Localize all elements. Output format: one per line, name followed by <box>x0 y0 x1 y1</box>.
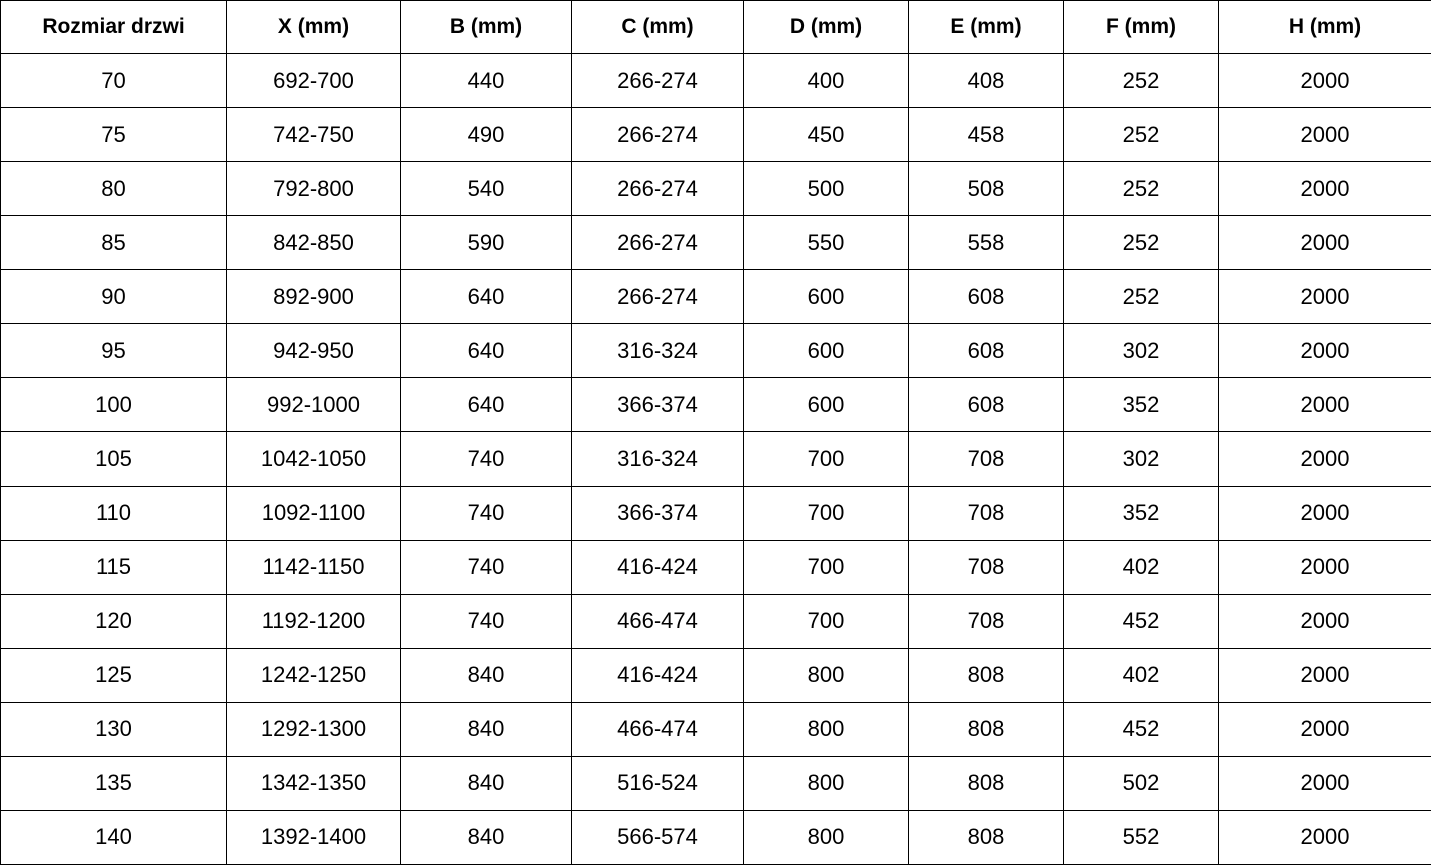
cell-f-mm: 402 <box>1064 648 1219 702</box>
cell-x-mm: 1142-1150 <box>227 540 401 594</box>
cell-d-mm: 800 <box>744 756 909 810</box>
cell-d-mm: 700 <box>744 594 909 648</box>
cell-x-mm: 692-700 <box>227 54 401 108</box>
cell-x-mm: 1042-1050 <box>227 432 401 486</box>
cell-f-mm: 252 <box>1064 108 1219 162</box>
cell-e-mm: 808 <box>909 810 1064 864</box>
cell-rozmiar-drzwi: 115 <box>1 540 227 594</box>
cell-c-mm: 266-274 <box>572 54 744 108</box>
col-header-rozmiar-drzwi: Rozmiar drzwi <box>1 1 227 54</box>
cell-c-mm: 316-324 <box>572 432 744 486</box>
cell-x-mm: 892-900 <box>227 270 401 324</box>
cell-x-mm: 1342-1350 <box>227 756 401 810</box>
cell-e-mm: 408 <box>909 54 1064 108</box>
cell-b-mm: 640 <box>401 324 572 378</box>
cell-x-mm: 842-850 <box>227 216 401 270</box>
cell-b-mm: 740 <box>401 486 572 540</box>
cell-rozmiar-drzwi: 140 <box>1 810 227 864</box>
cell-h-mm: 2000 <box>1219 756 1431 810</box>
cell-d-mm: 800 <box>744 810 909 864</box>
cell-rozmiar-drzwi: 80 <box>1 162 227 216</box>
cell-e-mm: 608 <box>909 270 1064 324</box>
cell-c-mm: 566-574 <box>572 810 744 864</box>
table-row <box>1 108 1431 162</box>
cell-c-mm: 416-424 <box>572 540 744 594</box>
cell-rozmiar-drzwi: 120 <box>1 594 227 648</box>
cell-h-mm: 2000 <box>1219 54 1431 108</box>
cell-d-mm: 800 <box>744 702 909 756</box>
cell-f-mm: 252 <box>1064 54 1219 108</box>
cell-rozmiar-drzwi: 95 <box>1 324 227 378</box>
cell-d-mm: 600 <box>744 378 909 432</box>
cell-b-mm: 540 <box>401 162 572 216</box>
table-row <box>1 162 1431 216</box>
cell-h-mm: 2000 <box>1219 162 1431 216</box>
cell-b-mm: 840 <box>401 702 572 756</box>
cell-e-mm: 708 <box>909 486 1064 540</box>
cell-h-mm: 2000 <box>1219 648 1431 702</box>
table-row <box>1 756 1431 810</box>
cell-rozmiar-drzwi: 110 <box>1 486 227 540</box>
cell-b-mm: 640 <box>401 378 572 432</box>
cell-c-mm: 266-274 <box>572 108 744 162</box>
cell-e-mm: 708 <box>909 432 1064 486</box>
cell-x-mm: 992-1000 <box>227 378 401 432</box>
cell-c-mm: 266-274 <box>572 270 744 324</box>
cell-b-mm: 590 <box>401 216 572 270</box>
cell-b-mm: 440 <box>401 54 572 108</box>
cell-d-mm: 700 <box>744 486 909 540</box>
cell-b-mm: 640 <box>401 270 572 324</box>
cell-f-mm: 252 <box>1064 162 1219 216</box>
cell-d-mm: 450 <box>744 108 909 162</box>
cell-rozmiar-drzwi: 70 <box>1 54 227 108</box>
cell-d-mm: 500 <box>744 162 909 216</box>
cell-f-mm: 552 <box>1064 810 1219 864</box>
cell-h-mm: 2000 <box>1219 594 1431 648</box>
cell-b-mm: 740 <box>401 432 572 486</box>
cell-b-mm: 740 <box>401 540 572 594</box>
cell-h-mm: 2000 <box>1219 324 1431 378</box>
cell-d-mm: 700 <box>744 540 909 594</box>
cell-rozmiar-drzwi: 100 <box>1 378 227 432</box>
cell-h-mm: 2000 <box>1219 108 1431 162</box>
cell-b-mm: 740 <box>401 594 572 648</box>
table-row <box>1 810 1431 864</box>
col-header-b-mm: B (mm) <box>401 1 572 54</box>
cell-e-mm: 608 <box>909 378 1064 432</box>
cell-d-mm: 600 <box>744 324 909 378</box>
cell-rozmiar-drzwi: 125 <box>1 648 227 702</box>
table-row <box>1 54 1431 108</box>
cell-f-mm: 352 <box>1064 378 1219 432</box>
col-header-d-mm: D (mm) <box>744 1 909 54</box>
cell-h-mm: 2000 <box>1219 378 1431 432</box>
cell-c-mm: 316-324 <box>572 324 744 378</box>
cell-c-mm: 366-374 <box>572 378 744 432</box>
cell-h-mm: 2000 <box>1219 432 1431 486</box>
cell-e-mm: 608 <box>909 324 1064 378</box>
cell-e-mm: 808 <box>909 648 1064 702</box>
cell-f-mm: 302 <box>1064 324 1219 378</box>
cell-rozmiar-drzwi: 85 <box>1 216 227 270</box>
table-row <box>1 432 1431 486</box>
table-row <box>1 702 1431 756</box>
cell-e-mm: 708 <box>909 594 1064 648</box>
cell-d-mm: 400 <box>744 54 909 108</box>
table-body <box>1 54 1431 865</box>
cell-h-mm: 2000 <box>1219 702 1431 756</box>
cell-c-mm: 416-424 <box>572 648 744 702</box>
cell-h-mm: 2000 <box>1219 216 1431 270</box>
cell-f-mm: 252 <box>1064 270 1219 324</box>
cell-rozmiar-drzwi: 75 <box>1 108 227 162</box>
col-header-x-mm: X (mm) <box>227 1 401 54</box>
col-header-e-mm: E (mm) <box>909 1 1064 54</box>
cell-e-mm: 808 <box>909 702 1064 756</box>
cell-b-mm: 840 <box>401 756 572 810</box>
table-row <box>1 270 1431 324</box>
cell-c-mm: 266-274 <box>572 216 744 270</box>
cell-f-mm: 502 <box>1064 756 1219 810</box>
cell-e-mm: 508 <box>909 162 1064 216</box>
cell-c-mm: 366-374 <box>572 486 744 540</box>
cell-f-mm: 302 <box>1064 432 1219 486</box>
cell-x-mm: 1292-1300 <box>227 702 401 756</box>
cell-rozmiar-drzwi: 90 <box>1 270 227 324</box>
cell-h-mm: 2000 <box>1219 486 1431 540</box>
cell-c-mm: 466-474 <box>572 594 744 648</box>
table-row <box>1 378 1431 432</box>
cell-x-mm: 792-800 <box>227 162 401 216</box>
cell-d-mm: 800 <box>744 648 909 702</box>
cell-b-mm: 840 <box>401 648 572 702</box>
table-row <box>1 540 1431 594</box>
cell-d-mm: 700 <box>744 432 909 486</box>
table-row <box>1 648 1431 702</box>
cell-c-mm: 516-524 <box>572 756 744 810</box>
table-row <box>1 324 1431 378</box>
cell-h-mm: 2000 <box>1219 540 1431 594</box>
table-row <box>1 594 1431 648</box>
table-row <box>1 216 1431 270</box>
cell-d-mm: 550 <box>744 216 909 270</box>
cell-f-mm: 352 <box>1064 486 1219 540</box>
cell-f-mm: 452 <box>1064 702 1219 756</box>
cell-d-mm: 600 <box>744 270 909 324</box>
cell-f-mm: 252 <box>1064 216 1219 270</box>
cell-e-mm: 808 <box>909 756 1064 810</box>
cell-f-mm: 452 <box>1064 594 1219 648</box>
cell-rozmiar-drzwi: 130 <box>1 702 227 756</box>
table-row <box>1 486 1431 540</box>
cell-x-mm: 1242-1250 <box>227 648 401 702</box>
cell-x-mm: 1092-1100 <box>227 486 401 540</box>
cell-x-mm: 1192-1200 <box>227 594 401 648</box>
cell-f-mm: 402 <box>1064 540 1219 594</box>
cell-x-mm: 942-950 <box>227 324 401 378</box>
cell-x-mm: 1392-1400 <box>227 810 401 864</box>
cell-e-mm: 558 <box>909 216 1064 270</box>
col-header-h-mm: H (mm) <box>1219 1 1431 54</box>
header-row <box>1 1 1431 54</box>
cell-h-mm: 2000 <box>1219 810 1431 864</box>
cell-c-mm: 466-474 <box>572 702 744 756</box>
cell-e-mm: 458 <box>909 108 1064 162</box>
col-header-f-mm: F (mm) <box>1064 1 1219 54</box>
cell-h-mm: 2000 <box>1219 270 1431 324</box>
col-header-c-mm: C (mm) <box>572 1 744 54</box>
cell-x-mm: 742-750 <box>227 108 401 162</box>
cell-b-mm: 840 <box>401 810 572 864</box>
cell-rozmiar-drzwi: 105 <box>1 432 227 486</box>
cell-e-mm: 708 <box>909 540 1064 594</box>
cell-c-mm: 266-274 <box>572 162 744 216</box>
cell-b-mm: 490 <box>401 108 572 162</box>
cell-rozmiar-drzwi: 135 <box>1 756 227 810</box>
